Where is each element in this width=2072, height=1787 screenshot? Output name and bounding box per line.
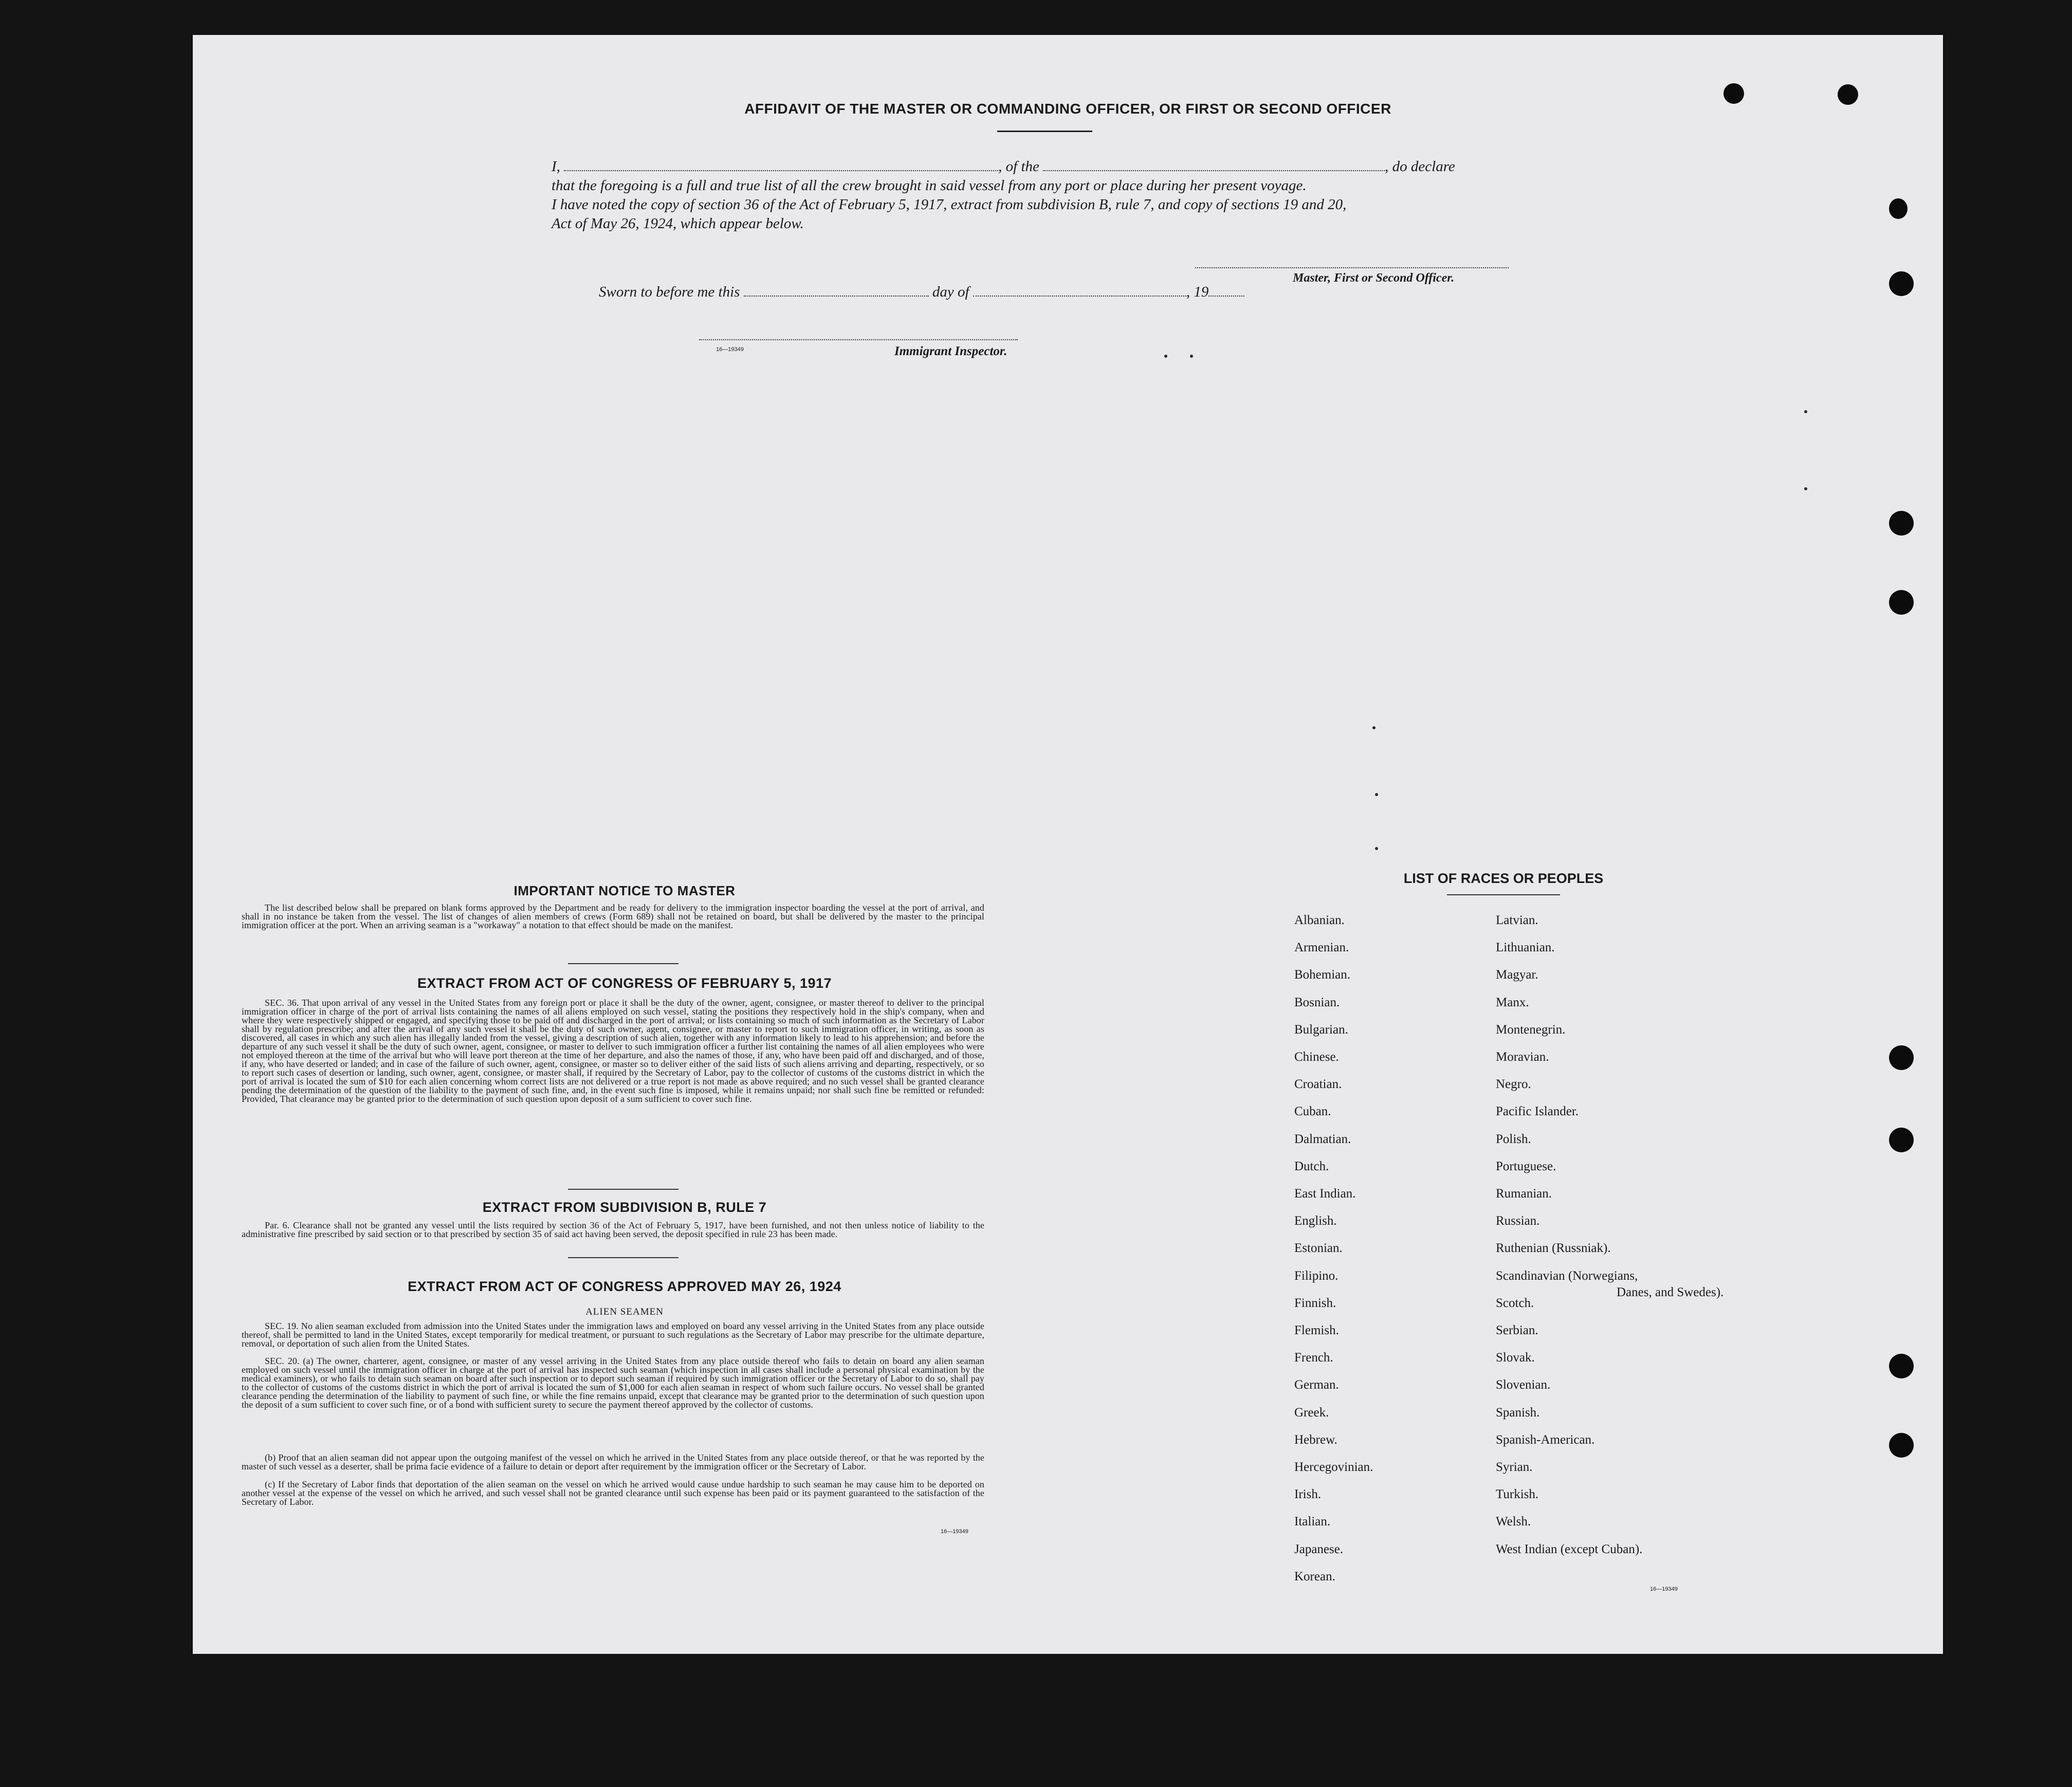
affidavit-title: AFFIDAVIT OF THE MASTER OR COMMANDING OFFICER, OR FIRST OR SECOND OFFICER xyxy=(744,101,1391,117)
race-item: Chinese. xyxy=(1294,1050,1339,1064)
race-item: Slovak. xyxy=(1496,1351,1535,1365)
sworn-month-blank[interactable] xyxy=(973,285,1186,297)
race-item: Hebrew. xyxy=(1294,1432,1337,1447)
signature-caption: Master, First or Second Officer. xyxy=(1293,271,1455,285)
race-item: Estonian. xyxy=(1294,1241,1343,1256)
punch-hole xyxy=(1889,1128,1914,1152)
race-item: Magyar. xyxy=(1496,968,1538,982)
ink-speck xyxy=(1804,410,1807,413)
race-item: Moravian. xyxy=(1496,1050,1549,1064)
ink-speck xyxy=(1164,355,1167,358)
sec20c-text: (c) If the Secretary of Labor finds that deportation of the alien seaman on the vessel on which he arrived would cause undue hardship to such seaman he may cause him to be deported on another vessel at the expense of the vessel on which he arrived, and such vessel shall not be granted clearance until such expense has been paid or its payment guaranteed to the satisfaction of the Secretary of Labor. xyxy=(242,1479,984,1507)
ink-speck xyxy=(1375,847,1378,850)
race-item: Montenegrin. xyxy=(1496,1022,1566,1037)
form-number: 16—19349 xyxy=(1650,1586,1678,1592)
separator xyxy=(568,1189,679,1190)
races-title: LIST OF RACES OR PEOPLES xyxy=(1403,871,1604,886)
race-item: Lithuanian. xyxy=(1496,941,1555,955)
race-item: Albanian. xyxy=(1294,913,1345,927)
race-item-continuation: Danes, and Swedes). xyxy=(1617,1285,1724,1299)
affidavit-line-3: I have noted the copy of section 36 of the Act of February 5, 1917, extract from subdivision B, rule 7, and copy of sections 19 and 20, xyxy=(552,196,1347,213)
notice-heading: IMPORTANT NOTICE TO MASTER xyxy=(514,883,736,898)
race-item: English. xyxy=(1294,1214,1337,1228)
document-page xyxy=(193,35,1943,1654)
alien-seamen-subheading: ALIEN SEAMEN xyxy=(585,1306,664,1317)
punch-hole xyxy=(1889,1433,1914,1458)
extract-1924-heading: EXTRACT FROM ACT OF CONGRESS APPROVED MAY 26, 1924 xyxy=(408,1279,841,1294)
affidavit-i: I, xyxy=(552,158,560,175)
race-item: Italian. xyxy=(1294,1515,1331,1529)
race-item: Ruthenian (Russniak). xyxy=(1496,1241,1611,1256)
extract-1917-heading: EXTRACT FROM ACT OF CONGRESS OF FEBRUARY 5, 1917 xyxy=(417,975,832,991)
race-item: Pacific Islander. xyxy=(1496,1104,1579,1119)
race-item: Rumanian. xyxy=(1496,1187,1552,1201)
race-item: Spanish. xyxy=(1496,1405,1540,1420)
form-number: 16—19349 xyxy=(716,346,744,353)
race-item: East Indian. xyxy=(1294,1187,1356,1201)
ink-speck xyxy=(1804,487,1807,490)
sworn-year: , 19 xyxy=(1186,284,1209,300)
race-item: Bulgarian. xyxy=(1294,1022,1348,1037)
affidavit-of-the: , of the xyxy=(998,158,1039,175)
punch-hole xyxy=(1889,590,1914,615)
race-item: Cuban. xyxy=(1294,1104,1331,1119)
race-item: Polish. xyxy=(1496,1132,1531,1146)
inspector-caption: Immigrant Inspector. xyxy=(894,344,1007,358)
punch-hole xyxy=(1889,271,1914,296)
sworn-line xyxy=(599,284,1244,301)
race-item: French. xyxy=(1294,1351,1333,1365)
race-item: Scandinavian (Norwegians, xyxy=(1496,1268,1638,1283)
race-item: Slovenian. xyxy=(1496,1378,1551,1392)
race-item: Dutch. xyxy=(1294,1159,1329,1173)
ink-speck xyxy=(1375,793,1378,796)
sworn-day-of: day of xyxy=(932,284,969,300)
race-item: Croatian. xyxy=(1294,1077,1342,1092)
race-item: Negro. xyxy=(1496,1077,1531,1092)
signature-line[interactable] xyxy=(1195,267,1509,268)
race-item: Turkish. xyxy=(1496,1487,1539,1502)
sworn-prefix: Sworn to before me this xyxy=(599,284,740,300)
race-item: Spanish-American. xyxy=(1496,1432,1595,1447)
race-item: Bohemian. xyxy=(1294,968,1351,982)
sec20b-text: (b) Proof that an alien seaman did not appear upon the outgoing manifest of the vessel on which he arrived in the United States from any place outside thereof, or that he was reported by the master of such vessel as a deserter, shall be prima facie evidence of a failure to detain or deport after requirement by the immigration officer or the Secretary of Labor. xyxy=(242,1452,984,1471)
punch-hole xyxy=(1889,511,1914,536)
race-item: Irish. xyxy=(1294,1487,1322,1502)
race-item: Russian. xyxy=(1496,1214,1540,1228)
race-item: Korean. xyxy=(1294,1569,1335,1583)
sec20a-text: SEC. 20. (a) The owner, charterer, agent, consignee, or master of any vessel arriving in the United States from any place outside thereof who fails to detain on board any alien seaman employed on such vessel until the immigration officer in charge at the port of arrival has inspected such seaman (which inspection in all cases shall include a personal physical examination by the medical examiners), or who fails to detain such seaman on board after such inspection or to deport such seaman if required by such immigration officer or the Secretary of Labor to do so, shall pay to the collector of customs of the customs district in which the port of arrival is located the sum of $1,000 for each alien seaman in respect of whom such failure occurs. No vessel shall be granted clearance pending the determination of the liability to payment of such fine, or while the fine remains unpaid, except that clearance may be granted prior to the determination of such question upon the deposit of a sum sufficient to cover such fine, or of a bond with sufficient surety to secure the payment thereof approved by the collector of customs. xyxy=(242,1356,984,1410)
extract-rule7-heading: EXTRACT FROM SUBDIVISION B, RULE 7 xyxy=(482,1200,767,1215)
race-item: Hercegovinian. xyxy=(1294,1460,1373,1474)
race-item: Japanese. xyxy=(1294,1542,1344,1556)
race-item: Flemish. xyxy=(1294,1323,1339,1337)
race-item: German. xyxy=(1294,1378,1339,1392)
punch-hole xyxy=(1889,198,1908,219)
sworn-year-blank[interactable] xyxy=(1208,285,1244,297)
vessel-blank[interactable] xyxy=(1043,160,1385,171)
separator xyxy=(568,963,679,964)
race-item: Scotch. xyxy=(1496,1296,1534,1310)
sworn-day-blank[interactable] xyxy=(744,285,929,297)
affidavit-line-2: that the foregoing is a full and true list of all the crew brought in said vessel from any port or place during her present voyage. xyxy=(552,177,1307,194)
extract-rule7-text: Par. 6. Clearance shall not be granted any vessel until the lists required by section 36 of the Act of February 5, 1917, have been furnished, and not then unless notice of liability to the administrative fine prescribed by said section or to that prescribed by section 35 of said act having been served, the deposit specified in rule 23 has been made. xyxy=(242,1220,984,1239)
extract-1917-text: SEC. 36. That upon arrival of any vessel in the United States from any foreign port or place it shall be the duty of the owner, agent, consignee, or master thereof to deliver to the principal immigration officer in charge of the port of arrival lists containing the names of all aliens employed on such vessel, stating the positions they respectively hold in the ship's company, when and where they were respectively shipped or engaged, and specifying those to be paid off and discharged in the port of arrival; or lists containing so much of such information as the Secretary of Labor shall by regulation prescribe; and after the arrival of any such vessel it shall be the duty of such owner, agent, consignee, or master to report to such immigration officer, in writing, as soon as discovered, all cases in which any such alien has illegally landed from the vessel, giving a description of such alien, together with any information likely to lead to his apprehension; and before the departure of any such vessel it shall be the duty of such owner, agent, consignee, or master to deliver to such immigration officer a further list containing the names of all alien employees who were not employed thereon at the time of the arrival but who will leave port thereon at the time of her departure, and also the names of those, if any, who have been paid off and discharged, and of those, if any, who have deserted or landed; and in case of the failure of such owner, agent, consignee, or master so to deliver either of the said lists of such aliens arriving and departing, respectively, or so to report such cases of desertion or landing, such owner, agent, consignee, or master shall, if required by the Secretary of Labor, pay to the collector of customs of the customs district in which the port of arrival is located the sum of $10 for each alien concerning whom correct lists are not delivered or a true report is not made as above required; and no such vessel shall be granted clearance pending the determination of the question of the liability to the payment of such fine, and, in the event such fine is imposed, while it remains unpaid; nor shall such fine be remitted or refunded: Provided, That clearance may be granted prior to the determination of such question upon deposit of a sum sufficient to cover such fine. xyxy=(242,998,984,1104)
race-item: West Indian (except Cuban). xyxy=(1496,1542,1643,1556)
race-item: Dalmatian. xyxy=(1294,1132,1351,1146)
affidavit-line-1 xyxy=(552,157,1544,176)
race-item: Manx. xyxy=(1496,995,1529,1009)
sec19-text: SEC. 19. No alien seaman excluded from admission into the United States under the immigration laws and employed on board any vessel arriving in the United States from any place outside thereof, shall be permitted to land in the United States, except temporarily for medical treatment, or pursuant to such regulations as the Secretary of Labor may prescribe for the ultimate departure, removal, or deportation of such alien from the United States. xyxy=(242,1321,984,1349)
name-blank[interactable] xyxy=(564,160,998,171)
race-item: Portuguese. xyxy=(1496,1159,1556,1173)
race-item: Welsh. xyxy=(1496,1515,1531,1529)
form-number: 16—19349 xyxy=(941,1528,968,1535)
notice-text: The list described below shall be prepared on blank forms approved by the Department and be ready for delivery to the immigration inspector boarding the vessel at the port of arrival, and shall in no instance be taken from the vessel. The list of changes of alien members of crews (Form 689) shall not be retained on board, but shall be delivered by the master to the principal immigration officer at the port. When an arriving seaman is a "workaway" a notation to that effect should be made on the manifest. xyxy=(242,902,984,930)
race-item: Latvian. xyxy=(1496,913,1538,927)
punch-hole xyxy=(1889,1354,1914,1378)
separator xyxy=(568,1257,679,1258)
race-item: Armenian. xyxy=(1294,941,1349,955)
race-item: Greek. xyxy=(1294,1405,1329,1420)
ink-speck xyxy=(1372,726,1376,729)
race-item: Finnish. xyxy=(1294,1296,1336,1310)
races-rule xyxy=(1447,894,1560,895)
race-item: Serbian. xyxy=(1496,1323,1538,1337)
race-item: Bosnian. xyxy=(1294,995,1340,1009)
affidavit-declare: , do declare xyxy=(1385,158,1455,175)
affidavit-line-4: Act of May 26, 1924, which appear below. xyxy=(552,215,804,232)
affidavit-text xyxy=(552,157,1544,233)
punch-hole xyxy=(1889,1045,1914,1070)
title-rule xyxy=(997,131,1092,132)
race-item: Filipino. xyxy=(1294,1268,1338,1283)
race-item: Syrian. xyxy=(1496,1460,1533,1474)
inspector-signature-line[interactable] xyxy=(699,339,1018,340)
ink-speck xyxy=(1190,355,1193,358)
